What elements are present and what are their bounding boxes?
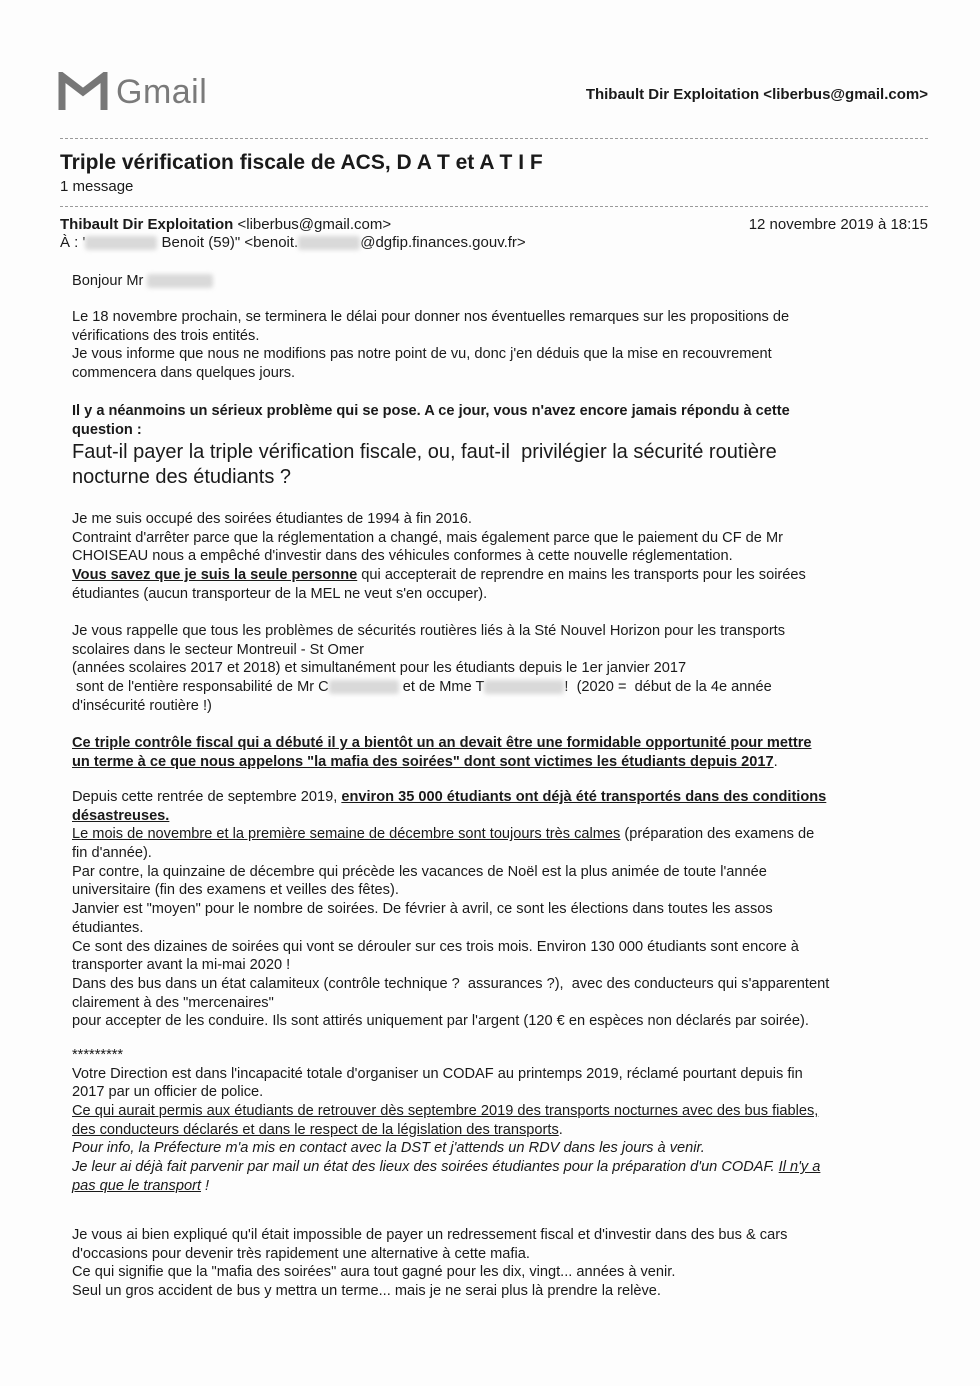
text-segment: question : [72, 421, 142, 438]
text-line [72, 510, 806, 529]
paragraph [72, 510, 806, 603]
text-segment: Le 18 novembre prochain, se terminera le délai pour donner nos éventuelles remarques sur les propositions de [72, 309, 790, 325]
text-segment: Dans des bus dans un état calamiteux (contrôle technique ? assurances ?), avec des conducteurs qui s'apparentent [72, 975, 830, 992]
greeting-text: Bonjour Mr [72, 273, 144, 289]
gmail-logo [58, 72, 207, 112]
text-segment: désastreuses. [72, 807, 170, 824]
text-segment: Ce qui aurait permis aux étudiants de retrouver dès septembre 2019 des transports nocturnes avec des bus fiables, [72, 1103, 819, 1120]
text-segment: Le mois de novembre et la première semaine de décembre sont toujours très calmes [72, 826, 621, 843]
greeting [72, 272, 213, 291]
text-segment: fin d'année). [72, 845, 152, 862]
text-line [72, 1177, 820, 1196]
text-segment: ********* [72, 1047, 124, 1063]
redaction [484, 680, 564, 694]
text-segment: . [773, 753, 778, 770]
text-line [72, 585, 806, 604]
text-line [72, 678, 785, 697]
text-line [72, 1245, 787, 1264]
paragraph [72, 440, 777, 490]
text-segment: clairement à des "mercenaires" [72, 994, 274, 1011]
text-line [72, 1139, 820, 1158]
text-line [72, 994, 829, 1013]
text-segment: Pour info, la Préfecture m'a mis en contact avec la DST et j'attends un RDV dans les jours à venir. [72, 1140, 705, 1157]
text-segment: Je vous rappelle que tous les problèmes de sécurités routières liés à la Sté Nouvel Horizon pour les transports [72, 623, 786, 639]
text-line [72, 807, 829, 826]
text-segment: Ce sont des dizaines de soirées qui vont se dérouler sur ces trois mois. Environ 130 000 étudiants sont encore à [72, 938, 799, 955]
text-segment: commencera dans quelques jours. [72, 365, 296, 382]
text-segment: Faut-il payer la triple vérification fiscale, ou, faut-il privilégier la sécurité routière [72, 441, 777, 463]
text-line [72, 345, 789, 364]
text-segment: ! [201, 1177, 210, 1194]
text-line [72, 697, 785, 716]
text-segment: (années scolaires 2017 et 2018) et simultanément pour les étudiants depuis le 1er janvier 2017 [72, 660, 687, 677]
text-segment: Vous savez que je suis la seule personne [72, 567, 358, 584]
sender [60, 216, 391, 233]
text-line [72, 1282, 787, 1301]
text-line [72, 421, 790, 440]
redaction [298, 236, 360, 250]
sender-name: Thibault Dir Exploitation [60, 216, 234, 233]
paragraph [72, 402, 790, 439]
text-line [72, 1046, 820, 1065]
paragraph [72, 1226, 787, 1301]
redaction [85, 236, 157, 250]
text-line [72, 863, 829, 882]
text-line [72, 1158, 820, 1177]
text-line [72, 659, 785, 678]
text-segment: Depuis cette rentrée de septembre 2019, [72, 789, 342, 805]
text-line [72, 881, 829, 900]
text-segment: (préparation des examens de [620, 826, 815, 843]
text-line [72, 364, 789, 383]
text-segment: Contraint d'arrêter parce que la réglementation a changé, mais également parce que le paiement du CF de Mr [72, 529, 783, 546]
paragraph [72, 622, 785, 715]
redaction [329, 680, 399, 694]
text-line [72, 1226, 787, 1245]
recipient-name: Benoit (59)" <benoit. [161, 234, 299, 251]
text-segment: Je vous ai bien expliqué qu'il était impossible de payer un redressement fiscal et d'investir dans des bus & cars [72, 1227, 788, 1243]
account-label: Thibault Dir Exploitation <liberbus@gmail.com> [585, 86, 928, 103]
text-line [72, 919, 829, 938]
text-line [72, 975, 829, 994]
text-line [72, 547, 806, 566]
redaction [147, 274, 213, 288]
divider [60, 206, 928, 207]
text-segment: nocturne des étudiants ? [72, 466, 292, 488]
text-line [72, 402, 790, 421]
message-count: 1 message [60, 178, 134, 195]
paragraph [72, 788, 829, 1031]
text-line [72, 465, 777, 490]
text-line [72, 1083, 820, 1102]
text-segment: Il y a néanmoins un sérieux problème qui se pose. A ce jour, vous n'avez encore jamais répondu à cette [72, 403, 790, 419]
text-segment: d'insécurité routière !) [72, 697, 212, 714]
text-line [72, 1263, 787, 1282]
text-segment: Par contre, la quinzaine de décembre qui précède les vacances de Noël est la plus animée de toute l'année [72, 863, 767, 880]
text-segment: Ce triple contrôle fiscal qui a débuté il y a bientôt un an devait être une formidable opportunité pour mettre [72, 735, 812, 751]
text-segment: d'occasions pour devenir très rapidement une alternative à cette mafia. [72, 1245, 530, 1262]
text-segment: étudiantes. [72, 919, 144, 936]
text-segment: Il n'y a [778, 1159, 821, 1176]
text-line [72, 1012, 829, 1031]
text-line [72, 753, 812, 772]
text-segment: Seul un gros accident de bus y mettra un terme... mais je ne serai plus là prendre la relève. [72, 1283, 661, 1300]
text-segment: Je vous informe que nous ne modifions pas notre point de vu, donc j'en déduis que la mise en recouvrement [72, 346, 772, 363]
text-line [72, 440, 777, 465]
paragraph [72, 308, 789, 383]
text-segment: Janvier est "moyen" pour le nombre de soirées. De février à avril, ce sont les élections dans toutes les assos [72, 901, 773, 918]
text-line [72, 1065, 820, 1084]
text-line [72, 622, 785, 641]
text-segment: Je leur ai déjà fait parvenir par mail un état des lieux des soirées étudiantes pour la préparation d'un CODAF. [72, 1159, 779, 1176]
text-segment: Ce qui signifie que la "mafia des soirées" aura tout gagné pour les dix, vingt... années à venir. [72, 1264, 676, 1281]
text-line [72, 825, 829, 844]
text-line [72, 734, 812, 753]
text-segment: transporter avant la mi-mai 2020 ! [72, 957, 291, 974]
divider [60, 138, 928, 139]
text-line [72, 956, 829, 975]
text-segment: Votre Direction est dans l'incapacité totale d'organiser un CODAF au printemps 2019, réclamé pourtant depuis fin [72, 1065, 803, 1082]
text-line [72, 844, 829, 863]
recipient [60, 234, 526, 251]
text-segment: étudiantes (aucun transporteur de la MEL ne veut s'en occuper). [72, 585, 488, 602]
paragraph [72, 1046, 820, 1196]
text-segment: environ 35 000 étudiants ont déjà été transportés dans des conditions [341, 789, 827, 805]
text-line [72, 1102, 820, 1121]
text-line [72, 641, 785, 660]
text-line [72, 529, 806, 548]
text-line [72, 327, 789, 346]
text-line [72, 900, 829, 919]
text-line [72, 788, 829, 807]
text-segment: 2017 par un officier de police. [72, 1084, 264, 1101]
email-subject: Triple vérification fiscale de ACS, D A T et A T I F [60, 151, 543, 174]
sender-email: <liberbus@gmail.com> [237, 216, 392, 233]
text-segment: et de Mme T [398, 679, 485, 696]
text-segment: sont de l'entière responsabilité de Mr C [72, 679, 329, 696]
text-segment: CHOISEAU nous a empêché d'investir dans des véhicules conformes à cette nouvelle réglementation. [72, 548, 733, 565]
text-segment: pas que le transport [72, 1177, 201, 1194]
text-segment: Je me suis occupé des soirées étudiantes de 1994 à fin 2016. [72, 511, 472, 527]
text-segment: ! (2020 = début de la 4e année [564, 679, 772, 696]
gmail-wordmark: Gmail [116, 72, 208, 111]
text-segment: un terme à ce que nous appelons "la mafia des soirées" dont sont victimes les étudiants depuis 2017 [72, 753, 774, 770]
text-segment: universitaire (fin des examens et veilles des fêtes). [72, 882, 399, 899]
text-line [72, 308, 789, 327]
text-segment: vérifications des trois entités. [72, 327, 260, 344]
text-segment: qui accepterait de reprendre en mains les transports pour les soirées [357, 567, 806, 584]
text-segment: pour accepter de les conduire. Ils sont attirés uniquement par l'argent (120 € en espèces non déclarés par soirée). [72, 1013, 809, 1030]
text-line [72, 566, 806, 585]
text-line [72, 1121, 820, 1140]
paragraph [72, 734, 812, 771]
email-date: 12 novembre 2019 à 18:15 [748, 216, 928, 233]
text-segment: scolaires dans le secteur Montreuil - St Omer [72, 641, 364, 658]
to-label: À : ' [60, 234, 86, 251]
text-segment: . [558, 1121, 563, 1138]
recipient-domain: @dgfip.finances.gouv.fr> [360, 234, 526, 251]
text-segment: des conducteurs déclarés et dans le respect de la législation des transports [72, 1121, 559, 1138]
text-line [72, 938, 829, 957]
gmail-m-icon [58, 72, 108, 112]
